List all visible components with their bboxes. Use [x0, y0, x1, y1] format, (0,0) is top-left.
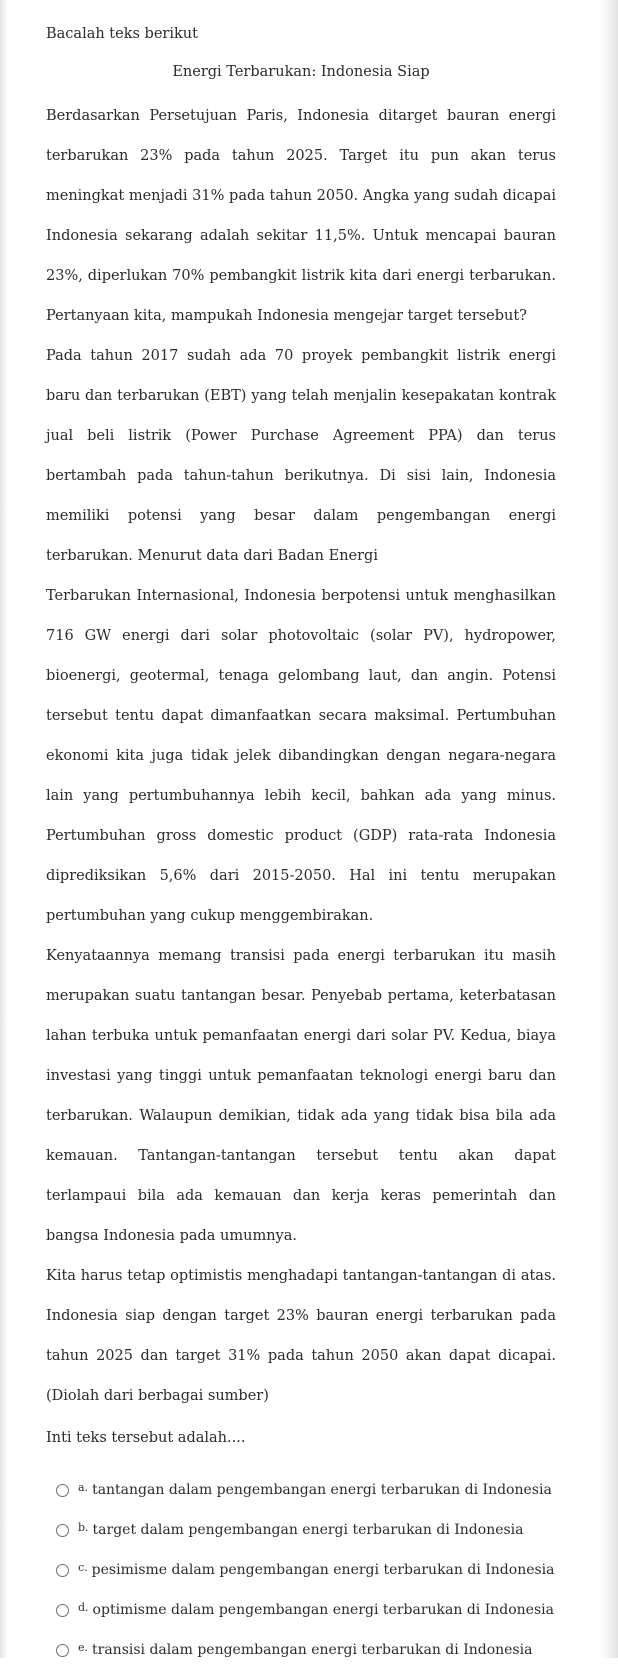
instruction-text: Bacalah teks berikut — [46, 26, 198, 42]
option-a-label: tantangan dalam pengembangan energi terbarukan di Indonesia — [92, 1482, 552, 1498]
option-e-letter: e. — [78, 1640, 89, 1654]
option-e-label: transisi dalam pengembangan energi terbarukan di Indonesia — [92, 1642, 533, 1658]
option-d-letter: d. — [78, 1600, 89, 1614]
passage-paragraph-2: Pada tahun 2017 sudah ada 70 proyek pembangkit listrik energi baru dan terbarukan (EBT) yang telah menjalin kesepakatan kontrak jual beli listrik (Power Purchase Agreement PPA) dan terus bertambah pada tahun-tahun berikutnya. Di sisi lain, Indonesia memiliki potensi yang besar dalam pengembangan energi terbarukan. Menurut data dari Badan Energi — [46, 348, 556, 564]
option-c-label: pesimisme dalam pengembangan energi terbarukan di Indonesia — [91, 1562, 555, 1578]
radio-button-c[interactable] — [56, 1564, 69, 1577]
radio-button-e[interactable] — [56, 1644, 69, 1657]
passage-paragraph-1: Berdasarkan Persetujuan Paris, Indonesia ditarget bauran energi terbarukan 23% pada tahun 2025. Target itu pun akan terus meningkat menjadi 31% pada tahun 2050. Angka yang sudah dicapai Indonesia sekarang adalah sekitar 11,5%. Untuk mencapai bauran 23%, diperlukan 70% pembangkit listrik kita dari energi terbarukan. Pertanyaan kita, mampukah Indonesia mengejar target tersebut? — [46, 108, 556, 324]
option-e[interactable] — [46, 1630, 556, 1670]
answer-options — [46, 1470, 556, 1670]
option-b-label: target dalam pengembangan energi terbarukan di Indonesia — [92, 1522, 524, 1538]
option-a-letter: a. — [78, 1480, 89, 1494]
radio-button-d[interactable] — [56, 1604, 69, 1617]
option-b[interactable] — [46, 1510, 556, 1550]
passage-paragraph-4: Kenyataannya memang transisi pada energi terbarukan itu masih merupakan suatu tantangan besar. Penyebab pertama, keterbatasan lahan terbuka untuk pemanfaatan energi dari solar PV. Kedua, biaya investasi yang tinggi untuk pemanfaatan teknologi energi baru dan terbarukan. Walaupun demikian, tidak ada yang tidak bisa bila ada kemauan. Tantangan-tantangan tersebut tentu akan dapat terlampaui bila ada kemauan dan kerja keras pemerintah dan bangsa Indonesia pada umumnya. — [46, 948, 556, 1244]
passage-title: Energi Terbarukan: Indonesia Siap — [172, 64, 430, 80]
page-edge-left — [0, 0, 8, 1658]
option-c-letter: c. — [78, 1560, 88, 1574]
question-text: Inti teks tersebut adalah.... — [46, 1430, 246, 1446]
radio-button-b[interactable] — [56, 1524, 69, 1537]
reading-passage — [46, 96, 556, 1416]
option-c[interactable] — [46, 1550, 556, 1590]
passage-paragraph-3: Terbarukan Internasional, Indonesia berpotensi untuk menghasilkan 716 GW energi dari solar photovoltaic (solar PV), hydropower, bioenergi, geotermal, tenaga gelombang laut, dan angin. Potensi tersebut tentu dapat dimanfaatkan secara maksimal. Pertumbuhan ekonomi kita juga tidak jelek dibandingkan dengan negara-negara lain yang pertumbuhannya lebih kecil, bahkan ada yang minus. Pertumbuhan gross domestic product (GDP) rata-rata Indonesia diprediksikan 5,6% dari 2015-2050. Hal ini tentu merupakan pertumbuhan yang cukup menggembirakan. — [46, 588, 556, 924]
radio-button-a[interactable] — [56, 1484, 69, 1497]
option-d[interactable] — [46, 1590, 556, 1630]
page-edge-right — [598, 0, 618, 1658]
passage-paragraph-5: Kita harus tetap optimistis menghadapi tantangan-tantangan di atas. Indonesia siap dengan target 23% bauran energi terbarukan pada tahun 2025 dan target 31% pada tahun 2050 akan dapat dicapai. (Diolah dari berbagai sumber) — [46, 1268, 556, 1404]
option-d-label: optimisme dalam pengembangan energi terbarukan di Indonesia — [92, 1602, 554, 1618]
question-content — [46, 22, 556, 1670]
option-b-letter: b. — [78, 1520, 89, 1534]
option-a[interactable] — [46, 1470, 556, 1510]
